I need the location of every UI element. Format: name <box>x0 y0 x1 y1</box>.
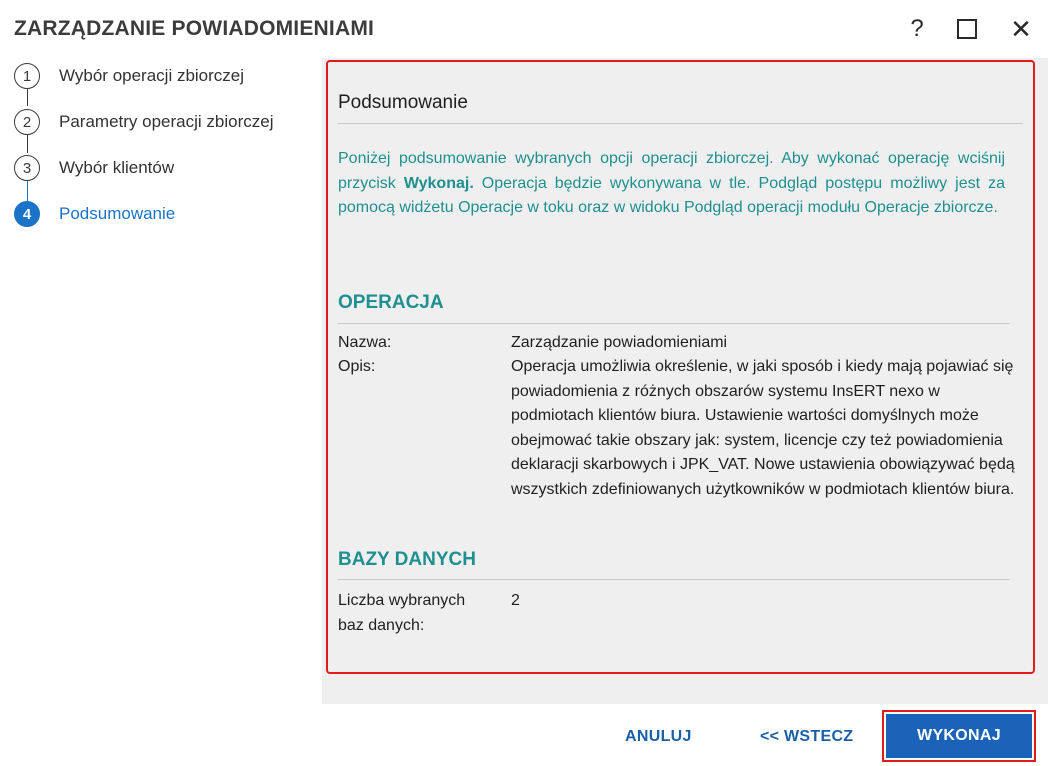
help-button[interactable] <box>900 12 934 46</box>
databases-heading: BAZY DANYCH <box>338 549 476 570</box>
title-bar <box>0 0 1048 58</box>
step-3[interactable] <box>14 152 314 184</box>
intro-emphasis: Wykonaj. <box>403 174 474 192</box>
divider <box>338 323 1010 324</box>
step-label: Wybór operacji zbiorczej <box>59 66 245 85</box>
summary-panel <box>326 60 1035 674</box>
cancel-button[interactable]: ANULUJ <box>625 728 692 745</box>
step-2[interactable] <box>14 106 314 138</box>
divider <box>338 579 1010 580</box>
back-button[interactable]: << WSTECZ <box>760 728 854 745</box>
description-value: Operacja umożliwia określenie, w jaki sposób i kiedy mają pojawiać się powiadomienia z różnych obszarów systemu InsERT nexo w podmiotach klientów biura. Ustawienie wartości domyślnych może obejmować takie obszary jak: system, licencje czy też powiadomienia deklaracji skarbowych i JPK_VAT. Nowe ustawienia obowiązywać będą wszystkich zdefiniowanych użytkowników w podmiotach klientów biura. <box>511 358 1015 498</box>
intro-text: Poniżej podsumowanie wybranych opcji operacji zbiorczej. Aby wykonać operację wciśnij przycisk <box>338 150 1005 192</box>
help-icon: ? <box>910 15 924 42</box>
execute-highlight <box>882 710 1036 762</box>
step-number: 4 <box>14 201 40 227</box>
database-count-value: 2 <box>511 592 520 609</box>
divider <box>338 123 1023 124</box>
description-label: Opis: <box>338 358 376 375</box>
window-title: ZARZĄDZANIE POWIADOMIENIAMI <box>14 17 375 40</box>
step-1[interactable] <box>14 60 314 92</box>
execute-button[interactable]: WYKONAJ <box>886 714 1032 758</box>
close-icon: ✕ <box>1010 13 1032 44</box>
step-label: Wybór klientów <box>59 158 175 177</box>
operation-heading: OPERACJA <box>338 292 444 313</box>
close-button[interactable] <box>1004 12 1038 46</box>
summary-title: Podsumowanie <box>338 92 468 113</box>
database-count-label: Liczba wybranych baz danych: <box>338 592 466 634</box>
step-4[interactable] <box>14 198 314 230</box>
intro-text-continued: Operacja będzie wykonywana w tle. Podgląd postępu możliwy jest za pomocą widżetu Operacje w toku oraz w widoku Podgląd operacji modułu Operacje zbiorcze. <box>338 174 1005 216</box>
step-label: Podsumowanie <box>59 204 176 223</box>
footer-bar <box>322 704 1048 766</box>
summary-intro <box>338 147 1005 221</box>
step-label: Parametry operacji zbiorczej <box>59 112 274 131</box>
step-number: 1 <box>14 63 40 89</box>
step-number: 3 <box>14 155 40 181</box>
maximize-button[interactable] <box>950 12 984 46</box>
maximize-icon <box>957 19 977 39</box>
name-value: Zarządzanie powiadomieniami <box>511 334 728 351</box>
name-label: Nazwa: <box>338 334 392 351</box>
step-number: 2 <box>14 109 40 135</box>
